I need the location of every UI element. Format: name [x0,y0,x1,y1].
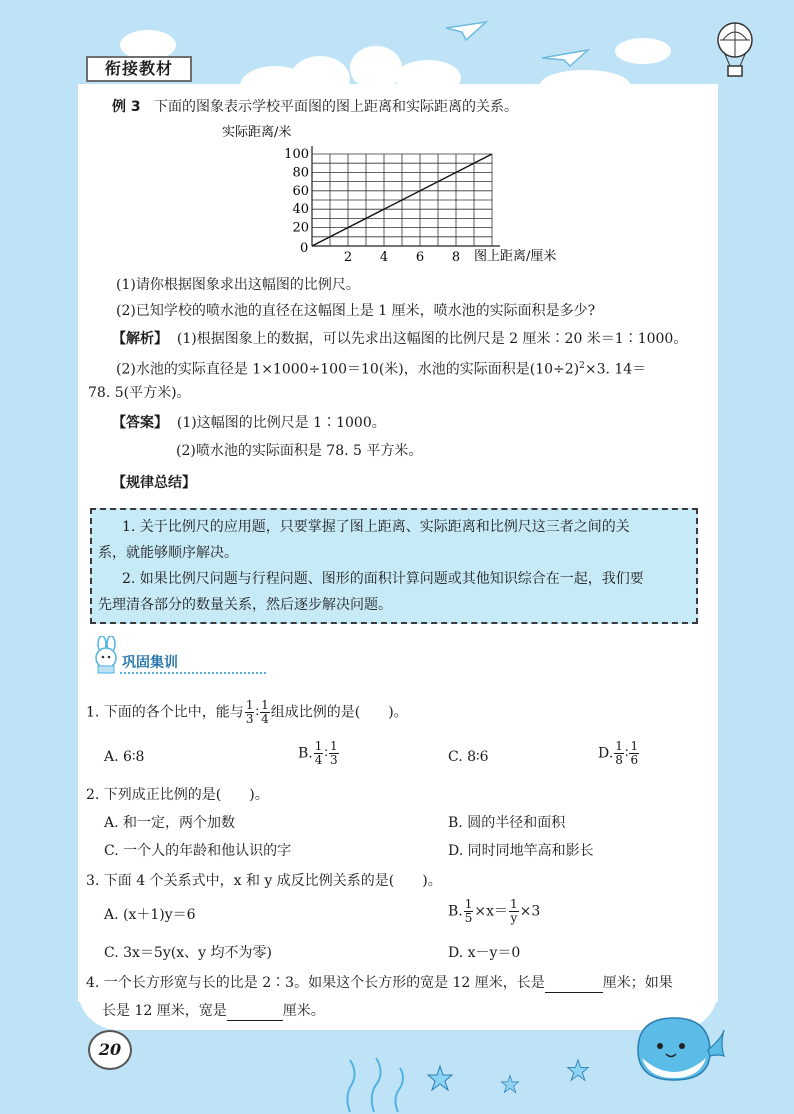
question-4-text-b: 厘米；如果 [602,975,673,991]
fraction-denominator: y [510,911,518,925]
x-tick-label: 6 [415,250,425,265]
whale-mascot-icon [630,1010,726,1088]
analysis-line-1 [112,330,687,348]
y-tick-label: 40 [292,202,309,218]
summary-line-4: 先理清各部分的数量关系，然后逐步解决问题。 [98,597,392,613]
analysis-line-2 [116,357,646,379]
fraction [509,898,519,925]
x-tick-label: 8 [451,250,461,265]
y-tick-label: 80 [292,165,309,181]
ratio-colon: ∶ [255,704,260,721]
header-tag: 衔接教材 [86,56,192,82]
q2-option-a[interactable]: A. 和一定，两个加数 [104,815,236,831]
q3-option-b[interactable] [448,898,540,925]
fraction-denominator: 4 [314,753,323,767]
question-1-stem [86,699,408,726]
fraction-numerator: 1 [464,897,473,911]
option-text: ×x＝ [474,903,509,920]
ratio-colon: ∶ [624,745,629,762]
example-label: 例 3 [112,99,141,115]
cloud-decoration [350,46,402,90]
chart-y-ticks [284,147,309,236]
option-text: ×3 [519,903,541,920]
fraction-denominator: 5 [464,911,473,925]
answer-text-1: (1)这幅图的比例尺是 1∶1000。 [176,415,386,431]
q1-option-b[interactable] [298,740,340,767]
analysis-text-2b: ×3. 14＝ [584,361,647,378]
starfish-icon [426,1064,454,1092]
fraction [314,740,324,767]
question-4-line-1 [86,974,673,993]
question-1-text-a: 1. 下面的各个比中，能与 [86,704,244,721]
fraction [260,699,270,726]
fraction-numerator: 1 [261,698,269,712]
analysis-line-3: 78. 5(平方米)。 [88,385,191,401]
example-question-1: (1)请你根据图象求出这幅图的比例尺。 [116,277,360,293]
y-tick-label: 60 [292,183,309,199]
option-label: B. [298,745,313,762]
fraction-denominator: 4 [261,712,269,726]
fraction [464,898,474,925]
q2-option-d[interactable]: D. 同时同地竿高和影长 [448,843,594,859]
fraction-denominator: 8 [615,753,623,767]
q3-option-c[interactable]: C. 3x＝5y(x、y 均不为零) [104,945,272,961]
fraction [329,740,339,767]
fraction-numerator: 1 [330,739,338,753]
fraction [614,740,624,767]
cloud-decoration [395,60,461,96]
seaweed-icon [340,1056,410,1112]
q1-option-c[interactable]: C. 8∶6 [448,749,489,765]
chart-origin-label: 0 [300,241,309,256]
analysis-exponent: 2 [579,361,585,371]
chart-x-ticks [344,250,460,265]
paper-plane-icon [540,46,590,68]
starfish-icon [566,1058,590,1082]
question-1-text-b: 组成比例的是( )。 [270,704,408,721]
section-title: 巩固集训 [122,655,178,671]
starfish-icon [500,1074,520,1094]
x-tick-label: 4 [379,250,389,265]
cloud-decoration [615,38,671,64]
question-4-line-2 [102,1002,325,1021]
answer-line-2: (2)喷水池的实际面积是 78. 5 平方米。 [176,443,423,459]
q3-option-d[interactable]: D. x－y＝0 [448,945,521,961]
hot-air-balloon-icon [712,20,758,78]
q3-option-a[interactable]: A. (x＋1)y＝6 [104,907,196,923]
example-statement [112,98,518,116]
rule-summary-label: 【规律总结】 [112,475,196,491]
x-tick-label: 2 [343,250,353,265]
analysis-text-1: (1)根据图象上的数据，可以先求出这幅图的比例尺是 2 厘米∶20 米＝1∶1000。 [176,331,688,347]
cloud-decoration [540,70,630,100]
fraction-denominator: 3 [245,712,254,726]
y-tick-label: 100 [284,147,309,162]
fraction-numerator: 1 [615,739,623,753]
summary-line-2: 系，就能够顺序解决。 [98,545,238,561]
answer-blank[interactable] [227,1002,283,1021]
q2-option-b[interactable]: B. 圆的半径和面积 [448,815,566,831]
fraction [245,699,255,726]
answer-blank[interactable] [545,974,603,993]
summary-line-1: 1. 关于比例尺的应用题，只要掌握了图上距离、实际距离和比例尺这三者之间的关 [122,519,630,535]
question-3-stem: 3. 下面 4 个关系式中，x 和 y 成反比例关系的是( )。 [86,873,442,889]
rabbit-mascot-icon [90,636,122,674]
analysis-label: 【解析】 [112,331,168,347]
q1-option-d[interactable] [598,740,640,767]
y-tick-label: 20 [292,220,309,236]
question-4-text-a: 4. 一个长方形宽与长的比是 2∶3。如果这个长方形的宽是 12 厘米，长是 [86,975,545,991]
question-4-text-c: 长是 12 厘米，宽是 [102,1003,227,1019]
distance-chart [220,122,580,266]
answer-label: 【答案】 [112,415,168,431]
example-question-2: (2)已知学校的喷水池的直径在这幅图上是 1 厘米，喷水池的实际面积是多少? [116,303,596,319]
ratio-colon: ∶ [324,745,329,762]
fraction [629,740,639,767]
answer-line-1 [112,414,386,432]
cloud-decoration [290,56,350,102]
option-label: D. [598,745,614,762]
analysis-text-2a: (2)水池的实际直径是 1×1000÷100＝10(米)，水池的实际面积是(10÷2) [116,361,580,378]
chart-ylabel: 实际距离/米 [222,125,292,140]
fraction-numerator: 1 [245,698,254,712]
rule-summary-box [90,508,698,624]
fraction-numerator: 1 [510,897,518,911]
chart-xlabel: 图上距离/厘米 [474,249,557,264]
right-border [718,0,794,1114]
page-number: 20 [88,1030,132,1070]
fraction-denominator: 3 [330,753,338,767]
fraction-numerator: 1 [630,739,639,753]
q2-option-c[interactable]: C. 一个人的年龄和他认识的字 [104,843,292,859]
fraction-denominator: 6 [630,753,639,767]
question-4-text-d: 厘米。 [282,1003,325,1019]
left-border [0,0,78,1114]
paper-plane-icon [444,20,488,42]
fraction-numerator: 1 [314,739,323,753]
summary-line-3: 2. 如果比例尺问题与行程问题、图形的面积计算问题或其他知识综合在一起，我们要 [122,571,644,587]
question-2-stem: 2. 下列成正比例的是( )。 [86,787,269,803]
example-text: 下面的图象表示学校平面图的图上距离和实际距离的关系。 [153,99,518,115]
q1-option-a[interactable]: A. 6∶8 [104,749,145,765]
option-label: B. [448,903,463,920]
